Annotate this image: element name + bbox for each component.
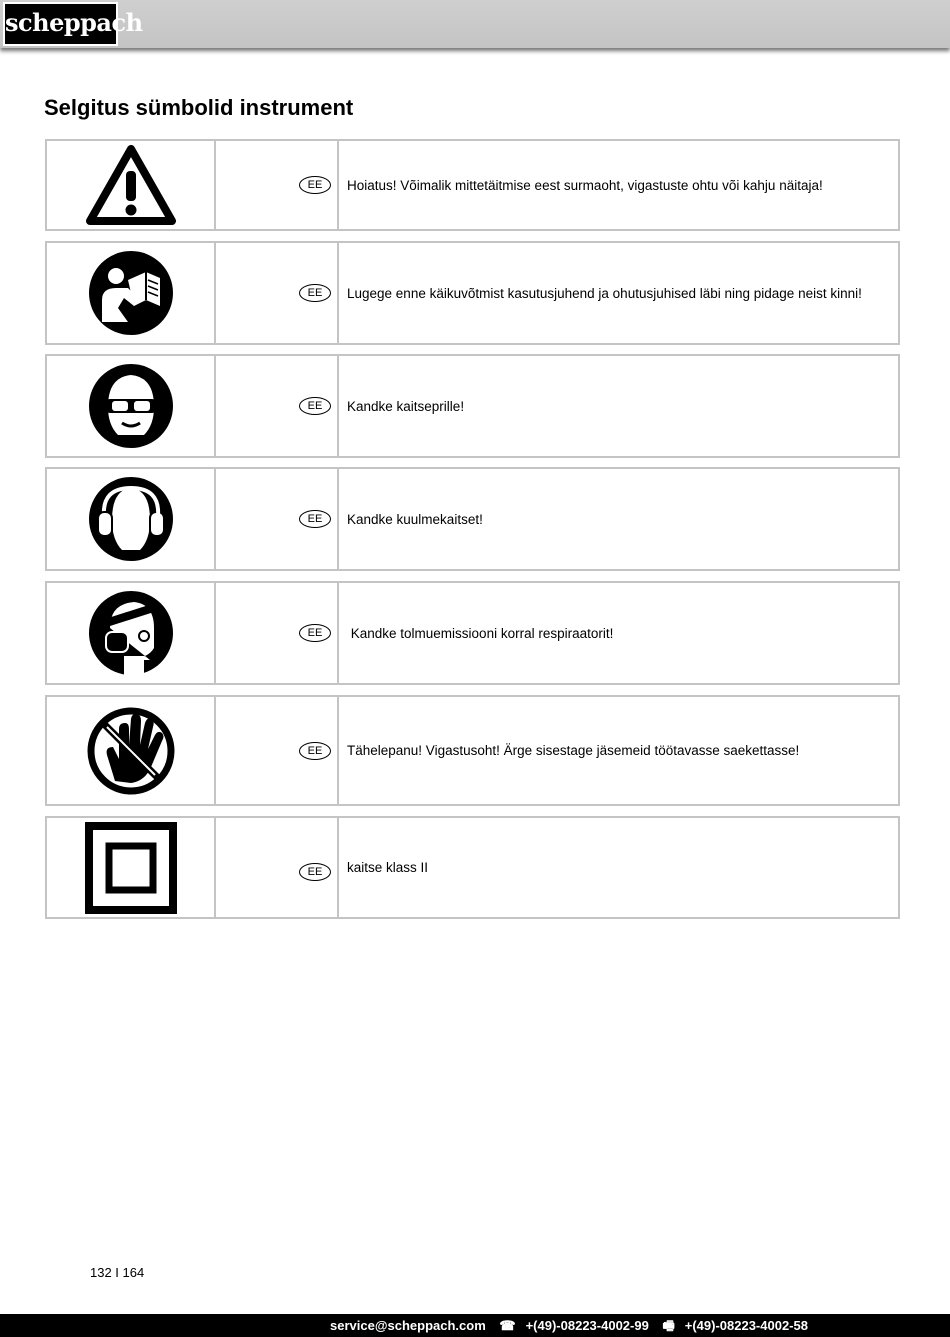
language-badge: EE — [299, 397, 331, 415]
respirator-icon — [88, 590, 174, 676]
language-cell — [216, 818, 339, 917]
symbol-row-respirator — [45, 581, 900, 685]
language-cell — [216, 356, 339, 456]
symbol-description: Kandke tolmuemissiooni korral respiraatorit! — [347, 625, 614, 641]
symbol-cell — [47, 583, 216, 683]
no-hands-icon — [85, 705, 177, 797]
symbol-row-safety-goggles — [45, 354, 900, 458]
symbol-row-protection-class-ii — [45, 816, 900, 919]
symbol-row-warning — [45, 139, 900, 231]
language-badge: EE — [299, 510, 331, 528]
symbol-description: Tähelepanu! Vigastusoht! Ärge sisestage jäsemeid töötavasse saekettasse! — [347, 743, 800, 758]
symbol-cell — [47, 356, 216, 456]
page-number: 132 I 164 — [90, 1265, 145, 1280]
language-badge: EE — [299, 284, 331, 302]
footer-email[interactable]: service@scheppach.com — [330, 1318, 486, 1333]
footer-fax: +(49)-08223-4002-58 — [684, 1318, 808, 1333]
language-cell — [216, 141, 339, 229]
language-cell — [216, 243, 339, 343]
symbol-description: kaitse klass II — [347, 860, 429, 875]
symbol-cell — [47, 243, 216, 343]
symbol-cell — [47, 141, 216, 229]
symbol-cell — [47, 697, 216, 804]
language-cell — [216, 697, 339, 804]
language-cell — [216, 469, 339, 569]
language-badge: EE — [299, 863, 331, 881]
symbol-description: Kandke kaitseprille! — [347, 398, 465, 414]
symbol-cell — [47, 469, 216, 569]
page-title: Selgitus sümbolid instrument — [44, 95, 354, 120]
symbol-row-no-hands — [45, 695, 900, 806]
symbol-row-ear-protection — [45, 467, 900, 571]
page-footer — [0, 1314, 950, 1337]
ear-protection-icon — [88, 476, 174, 562]
phone-icon: ☎ — [499, 1318, 516, 1333]
symbol-description: Hoiatus! Võimalik mittetäitmise eest surmaoht, vigastuste ohtu või kahju näitaja! — [347, 177, 823, 193]
safety-goggles-icon — [88, 363, 174, 449]
symbol-description: Lugege enne käikuvõtmist kasutusjuhend ja ohutusjuhised läbi ning pidage neist kinni! — [347, 285, 862, 301]
symbol-description: Kandke kuulmekaitset! — [347, 511, 483, 527]
read-manual-icon — [88, 250, 174, 336]
warning-triangle-icon — [86, 145, 176, 225]
page-header — [0, 0, 950, 48]
protection-class-ii-icon — [85, 822, 177, 914]
fax-icon: 🖷 — [662, 1318, 675, 1333]
scheppach-logo: scheppach — [3, 2, 118, 46]
symbol-cell — [47, 818, 216, 917]
language-badge: EE — [299, 624, 331, 642]
symbol-row-read-manual — [45, 241, 900, 345]
language-badge: EE — [299, 742, 331, 760]
footer-phone: +(49)-08223-4002-99 — [525, 1318, 649, 1333]
language-cell — [216, 583, 339, 683]
language-badge: EE — [299, 176, 331, 194]
